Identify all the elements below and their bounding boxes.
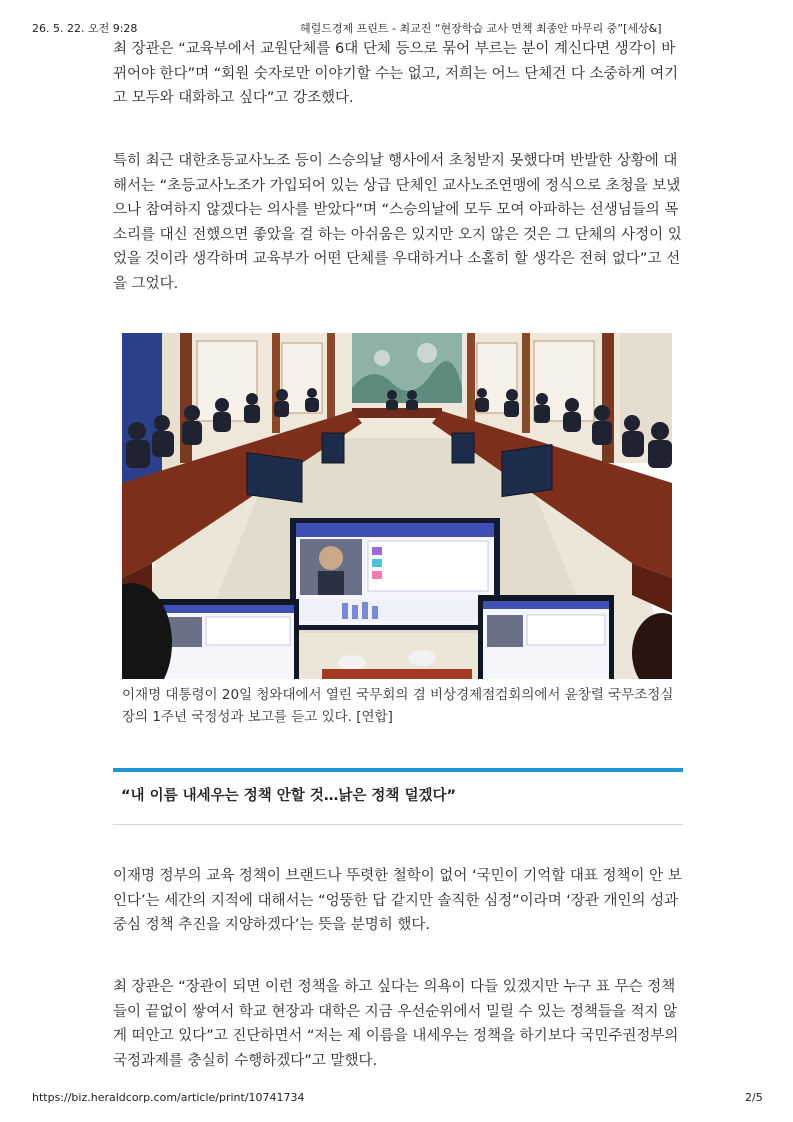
article-paragraph: 이재명 정부의 교육 정책이 브랜드나 뚜렷한 철학이 없어 ‘국민이 기억할 대표 정책이 안 보인다’는 세간의 지적에 대해서는 “엉뚱한 답 같지만 솔직한 심정”이라며 ‘장관 개인의 성과 중심 정책 추진을 지양하겠다’는 뜻을 분명히 했다.	[113, 868, 682, 933]
page-number: 2/5	[745, 1091, 763, 1104]
photo-caption: 이재명 대통령이 20일 청와대에서 열린 국무회의 겸 비상경제점검회의에서 윤창렬 국무조정실장의 1주년 국정성과 보고를 듣고 있다. [연합]	[122, 687, 674, 725]
article-paragraph: 최 장관은 “장관이 되면 이런 정책을 하고 싶다는 의욕이 다들 있겠지만 누구 표 무슨 정책들이 끝없이 쌓여서 학교 현장과 대학은 지금 우선순위에서 밀릴 수 있는 정책들을 적지 않게 떠안고 있다”고 진단하면서 “저는 제 이름을 내세우는 정책을 하기보다 국민주권정부의 국정과제를 충실히 수행하겠다”고 말했다.	[113, 979, 679, 1069]
subheading: “내 이름 내세우는 정책 안할 것…낡은 정책 덜겠다”	[121, 788, 457, 804]
article-photo	[122, 333, 672, 679]
article-paragraph: 최 장관은 “교육부에서 교원단체를 6대 단체 등으로 묶어 부르는 분이 계신다면 생각이 바뀌어야 한다”며 “회원 숫자로만 이야기할 수는 없고, 저희는 어느 단체건 다 소중하게 여기고 모두와 대화하고 싶다”고 강조했다.	[113, 41, 679, 106]
subheading-accent-bar	[113, 768, 683, 772]
divider	[113, 824, 683, 825]
print-date: 26. 5. 22. 오전 9:28	[32, 22, 138, 35]
article-paragraph: 특히 최근 대한초등교사노조 등이 스승의날 행사에서 초청받지 못했다며 반발한 상황에 대해서는 “초등교사노조가 가입되어 있는 상급 단체인 교사노조연맹에 정식으로 초청을 보냈으나 참여하지 않겠다는 의사를 받았다”며 “스승의날에 모두 모여 아파하는 선생님들의 목소리를 대신 전했으면 좋았을 걸 하는 아쉬움은 있지만 오지 않은 것은 그 단체의 사정이 있었을 것이라 생각하며 교육부가 어떤 단체를 우대하거나 소홀히 할 생각은 전혀 없다”고 선을 그었다.	[113, 153, 682, 292]
print-title: 헤럴드경제 프린트 - 최교진 “현장학습 교사 면책 최종안 마무리 중”[세상&]	[300, 22, 662, 35]
print-url: https://biz.heraldcorp.com/article/print/10741734	[32, 1091, 305, 1104]
